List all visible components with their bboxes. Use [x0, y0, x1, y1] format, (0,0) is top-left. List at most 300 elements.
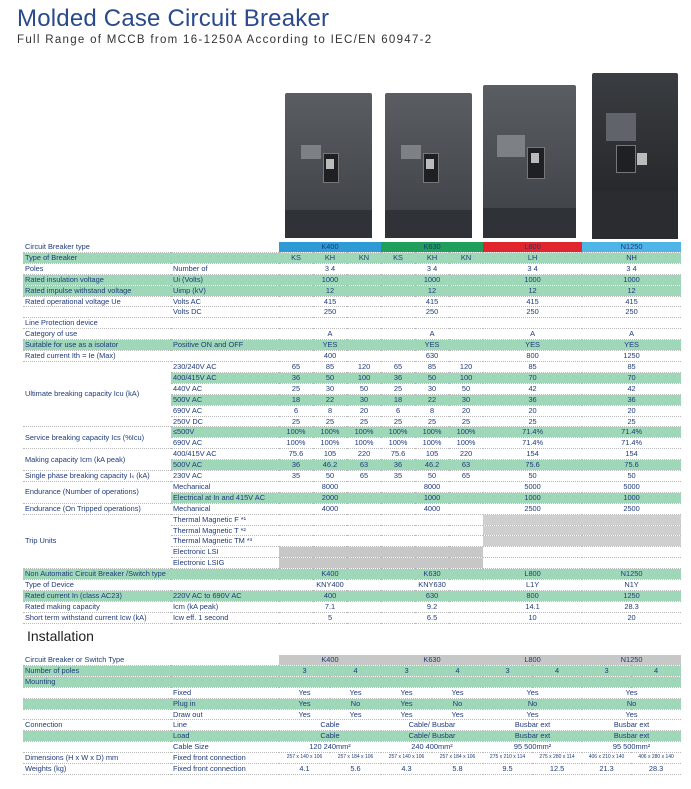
value-cell: 20: [347, 405, 381, 416]
row-label: Endurance (On Tripped operations): [23, 503, 171, 514]
value-cell: 50: [313, 372, 347, 383]
value-cell: 275 x 210 x 114: [483, 753, 532, 764]
value-cell: Busbar ext: [582, 720, 681, 731]
value-cell: 50: [415, 372, 449, 383]
value-cell: 100%: [449, 438, 483, 449]
value-cell: 120 240mm²: [279, 742, 381, 753]
value-cell: No: [582, 698, 681, 709]
value-cell: [381, 547, 483, 558]
table-row: [23, 764, 681, 775]
value-cell: KS: [381, 252, 415, 263]
value-cell: K400: [279, 569, 381, 580]
value-cell: 220: [449, 449, 483, 460]
value-cell: [483, 547, 582, 558]
value-cell: 75.6: [381, 449, 415, 460]
table-row: [23, 676, 681, 687]
value-cell: [381, 525, 483, 536]
value-cell: 36: [483, 394, 582, 405]
value-cell: [483, 536, 582, 547]
value-cell: NH: [582, 252, 681, 263]
row-sublabel: Line: [171, 720, 279, 731]
row-sublabel: Fixed front connection: [171, 764, 279, 775]
value-cell: 20: [582, 612, 681, 623]
row-sublabel: Volts AC: [171, 296, 279, 307]
row-label: Rated current Ith = Ie (Max): [23, 351, 171, 362]
value-cell: 4: [532, 665, 582, 676]
value-cell: 257 x 140 x 106: [381, 753, 432, 764]
value-cell: Busbar ext: [483, 731, 582, 742]
value-cell: 46.2: [415, 460, 449, 471]
value-cell: 50: [449, 383, 483, 394]
value-cell: N1250: [582, 569, 681, 580]
value-cell: 400: [279, 351, 381, 362]
value-cell: 12: [483, 285, 582, 296]
value-cell: KH: [313, 252, 347, 263]
value-cell: Yes: [432, 687, 483, 698]
value-cell: 5000: [483, 481, 582, 492]
value-cell: 75.6: [279, 449, 313, 460]
value-cell: [582, 676, 681, 687]
value-cell: [582, 525, 681, 536]
value-cell: KN: [347, 252, 381, 263]
table-row: [23, 274, 681, 285]
value-cell: 65: [279, 361, 313, 372]
value-cell: 240 400mm²: [381, 742, 483, 753]
table-row: [23, 252, 681, 263]
value-cell: 25: [381, 383, 415, 394]
value-cell: 18: [381, 394, 415, 405]
row-label: Mounting: [23, 676, 171, 687]
row-sublabel: [171, 252, 279, 263]
group-label: Service breaking capacity Ics (%Icu): [23, 427, 171, 449]
table-row: [23, 665, 681, 676]
value-cell: 50: [483, 471, 582, 482]
value-cell: 14.1: [483, 601, 582, 612]
row-sublabel: Mechanical: [171, 481, 279, 492]
row-sublabel: 250V DC: [171, 416, 279, 427]
value-cell: 100%: [347, 427, 381, 438]
value-cell: Yes: [432, 709, 483, 720]
model-header-l800: L800: [483, 655, 582, 665]
value-cell: 4000: [381, 503, 483, 514]
value-cell: 630: [381, 351, 483, 362]
value-cell: 3 4: [279, 263, 381, 274]
value-cell: Yes: [330, 709, 381, 720]
row-sublabel: Cable Size: [171, 742, 279, 753]
value-cell: 4.3: [381, 764, 432, 775]
row-label: Connection: [23, 720, 171, 731]
value-cell: 406 x 280 x 140: [631, 753, 681, 764]
row-sublabel: [171, 351, 279, 362]
value-cell: 1000: [483, 492, 582, 503]
value-cell: 85: [582, 361, 681, 372]
value-cell: Yes: [483, 709, 582, 720]
value-cell: Busbar ext: [483, 720, 582, 731]
table-row: [23, 742, 681, 753]
value-cell: 5: [279, 612, 381, 623]
breaker-n1250-image: [592, 73, 678, 239]
row-sublabel: [171, 580, 279, 591]
table-row: [23, 361, 681, 372]
value-cell: 2000: [279, 492, 381, 503]
value-cell: 12: [381, 285, 483, 296]
group-label: Endurance (Number of operations): [23, 481, 171, 503]
value-cell: [483, 514, 582, 525]
value-cell: 35: [381, 471, 415, 482]
breaker-k400-image: [285, 93, 372, 238]
model-header-l800: L800: [483, 242, 582, 252]
value-cell: 25: [279, 383, 313, 394]
row-label: Dimensions (H x W x D) mm: [23, 753, 171, 764]
value-cell: 25: [313, 416, 347, 427]
value-cell: 3: [279, 665, 330, 676]
value-cell: 30: [415, 383, 449, 394]
value-cell: 4000: [279, 503, 381, 514]
table-row: [23, 329, 681, 340]
value-cell: 85: [483, 361, 582, 372]
row-sublabel: [171, 329, 279, 340]
value-cell: Yes: [582, 709, 681, 720]
value-cell: 100%: [279, 427, 313, 438]
value-cell: 1000: [381, 274, 483, 285]
row-sublabel: Plug in: [171, 698, 279, 709]
value-cell: Yes: [381, 687, 432, 698]
value-cell: 105: [415, 449, 449, 460]
value-cell: [483, 558, 582, 569]
value-cell: 36: [279, 372, 313, 383]
value-cell: [582, 536, 681, 547]
value-cell: 415: [279, 296, 381, 307]
value-cell: Cable: [279, 731, 381, 742]
value-cell: 4: [432, 665, 483, 676]
value-cell: 5.8: [432, 764, 483, 775]
value-cell: KH: [415, 252, 449, 263]
value-cell: Yes: [582, 687, 681, 698]
row-label: Suitable for use as a isolator: [23, 340, 171, 351]
value-cell: 406 x 210 x 140: [582, 753, 631, 764]
value-cell: 3: [483, 665, 532, 676]
row-sublabel: [171, 655, 279, 665]
row-sublabel: 690V AC: [171, 438, 279, 449]
model-header-n1250: N1250: [582, 242, 681, 252]
value-cell: A: [381, 329, 483, 340]
model-header-k400: K400: [279, 655, 381, 665]
row-sublabel: Fixed: [171, 687, 279, 698]
table-row: [23, 351, 681, 362]
value-cell: 50: [415, 471, 449, 482]
product-photos: [282, 73, 678, 239]
value-cell: 25: [381, 416, 415, 427]
row-sublabel: Uimp (kV): [171, 285, 279, 296]
value-cell: 71.4%: [483, 438, 582, 449]
value-cell: [483, 525, 582, 536]
value-cell: 75.6: [582, 460, 681, 471]
value-cell: 1250: [582, 591, 681, 602]
value-cell: 20: [582, 405, 681, 416]
value-cell: KNY400: [279, 580, 381, 591]
value-cell: 800: [483, 351, 582, 362]
row-sublabel: 440V AC: [171, 383, 279, 394]
row-label: Single phase breaking capacity Iₛ (kA): [23, 471, 171, 482]
value-cell: 250: [582, 307, 681, 318]
row-sublabel: 400/415V AC: [171, 449, 279, 460]
value-cell: 6.5: [381, 612, 483, 623]
value-cell: [279, 547, 381, 558]
value-cell: 415: [582, 296, 681, 307]
value-cell: 100%: [381, 427, 415, 438]
value-cell: 65: [449, 471, 483, 482]
table-row: [23, 731, 681, 742]
value-cell: 8000: [279, 481, 381, 492]
value-cell: 42: [582, 383, 681, 394]
value-cell: 10: [483, 612, 582, 623]
page-subtitle: Full Range of MCCB from 16-1250A According to IEC/EN 60947-2: [17, 34, 433, 46]
value-cell: 257 x 140 x 106: [279, 753, 330, 764]
value-cell: Cable/ Busbar: [381, 720, 483, 731]
value-cell: 5000: [582, 481, 681, 492]
installation-title: Installation: [27, 628, 94, 644]
group-label: Ultimate breaking capacity Icu (kA): [23, 361, 171, 426]
value-cell: L800: [483, 569, 582, 580]
row-sublabel: Volts DC: [171, 307, 279, 318]
row-label: Type of Breaker: [23, 252, 171, 263]
row-label: [23, 742, 171, 753]
value-cell: A: [582, 329, 681, 340]
table-row: [23, 514, 681, 525]
table-row: [23, 503, 681, 514]
value-cell: 25: [483, 416, 582, 427]
value-cell: 21.3: [582, 764, 631, 775]
value-cell: [381, 558, 483, 569]
row-label: Weights (kg): [23, 764, 171, 775]
row-label: Circuit Breaker type: [23, 242, 171, 252]
value-cell: 18: [279, 394, 313, 405]
value-cell: 630: [381, 591, 483, 602]
row-label: Rated insulation voltage: [23, 274, 171, 285]
value-cell: 28.3: [631, 764, 681, 775]
table-row: [23, 481, 681, 492]
value-cell: 3 4: [483, 263, 582, 274]
value-cell: 85: [415, 361, 449, 372]
row-sublabel: Number of: [171, 263, 279, 274]
value-cell: Yes: [381, 709, 432, 720]
value-cell: 30: [449, 394, 483, 405]
table-row: [23, 427, 681, 438]
value-cell: 36: [381, 372, 415, 383]
value-cell: 250: [381, 307, 483, 318]
value-cell: 50: [582, 471, 681, 482]
table-row: [23, 580, 681, 591]
row-sublabel: Ui (Volts): [171, 274, 279, 285]
value-cell: 63: [449, 460, 483, 471]
table-row: [23, 601, 681, 612]
value-cell: 25: [279, 416, 313, 427]
value-cell: No: [432, 698, 483, 709]
value-cell: 100%: [347, 438, 381, 449]
row-sublabel: [171, 665, 279, 676]
value-cell: 250: [279, 307, 381, 318]
row-sublabel: Thermal Magnetic T *²: [171, 525, 279, 536]
value-cell: YES: [582, 340, 681, 351]
row-sublabel: Thermal Magnetic F *¹: [171, 514, 279, 525]
table-row: [23, 296, 681, 307]
row-sublabel: 230V AC: [171, 471, 279, 482]
value-cell: 36: [381, 460, 415, 471]
value-cell: 4: [330, 665, 381, 676]
value-cell: 100: [449, 372, 483, 383]
row-sublabel: 500V AC: [171, 394, 279, 405]
row-label: [23, 731, 171, 742]
value-cell: 5.6: [330, 764, 381, 775]
value-cell: 120: [449, 361, 483, 372]
table-row: [23, 263, 681, 274]
value-cell: Yes: [279, 687, 330, 698]
value-cell: 25: [582, 416, 681, 427]
value-cell: 257 x 184 x 106: [330, 753, 381, 764]
value-cell: 42: [483, 383, 582, 394]
value-cell: 20: [449, 405, 483, 416]
value-cell: 415: [381, 296, 483, 307]
value-cell: L1Y: [483, 580, 582, 591]
installation-table: [23, 655, 681, 775]
row-label: Category of use: [23, 329, 171, 340]
row-sublabel: Draw out: [171, 709, 279, 720]
table-row: [23, 698, 681, 709]
value-cell: Busbar ext: [582, 731, 681, 742]
row-sublabel: Load: [171, 731, 279, 742]
value-cell: 2500: [582, 503, 681, 514]
value-cell: 120: [347, 361, 381, 372]
row-label: Poles: [23, 263, 171, 274]
value-cell: 100%: [415, 438, 449, 449]
value-cell: 12.5: [532, 764, 582, 775]
value-cell: 50: [313, 471, 347, 482]
value-cell: [582, 558, 681, 569]
value-cell: No: [483, 698, 582, 709]
value-cell: 3 4: [381, 263, 483, 274]
table-row: [23, 318, 681, 329]
value-cell: 25: [347, 416, 381, 427]
row-sublabel: 220V AC to 690V AC: [171, 591, 279, 602]
value-cell: 70: [582, 372, 681, 383]
breaker-k630-image: [385, 93, 472, 238]
value-cell: 12: [582, 285, 681, 296]
value-cell: 100%: [279, 438, 313, 449]
value-cell: No: [330, 698, 381, 709]
value-cell: 4: [631, 665, 681, 676]
value-cell: 1000: [582, 492, 681, 503]
value-cell: [381, 676, 483, 687]
value-cell: 400: [279, 591, 381, 602]
value-cell: 105: [313, 449, 347, 460]
value-cell: 95 500mm²: [582, 742, 681, 753]
row-sublabel: Thermal Magnetic TM *³: [171, 536, 279, 547]
row-sublabel: 500V AC: [171, 460, 279, 471]
row-sublabel: ≤500V: [171, 427, 279, 438]
value-cell: 65: [381, 361, 415, 372]
value-cell: 3: [381, 665, 432, 676]
value-cell: 30: [347, 394, 381, 405]
table-row: [23, 720, 681, 731]
value-cell: N1Y: [582, 580, 681, 591]
value-cell: 257 x 184 x 106: [432, 753, 483, 764]
value-cell: 46.2: [313, 460, 347, 471]
row-sublabel: [171, 676, 279, 687]
value-cell: 2500: [483, 503, 582, 514]
row-sublabel: 400/415V AC: [171, 372, 279, 383]
value-cell: Yes: [330, 687, 381, 698]
value-cell: A: [483, 329, 582, 340]
table-row: [23, 471, 681, 482]
table-row: [23, 687, 681, 698]
row-label: Rated making capacity: [23, 601, 171, 612]
value-cell: 415: [483, 296, 582, 307]
value-cell: Yes: [279, 709, 330, 720]
row-label: Type of Device: [23, 580, 171, 591]
value-cell: YES: [483, 340, 582, 351]
table-row: [23, 655, 681, 665]
row-sublabel: 690V AC: [171, 405, 279, 416]
value-cell: 154: [483, 449, 582, 460]
value-cell: Cable: [279, 720, 381, 731]
value-cell: 3: [582, 665, 631, 676]
value-cell: [279, 536, 381, 547]
value-cell: 250: [483, 307, 582, 318]
value-cell: Yes: [381, 698, 432, 709]
value-cell: 12: [279, 285, 381, 296]
value-cell: 1000: [483, 274, 582, 285]
value-cell: 154: [582, 449, 681, 460]
row-label: [23, 687, 171, 698]
model-header-k630: K630: [381, 655, 483, 665]
value-cell: 6: [381, 405, 415, 416]
value-cell: K630: [381, 569, 483, 580]
value-cell: 7.1: [279, 601, 381, 612]
value-cell: 36: [279, 460, 313, 471]
value-cell: 100%: [313, 438, 347, 449]
row-label: Rated current In (class AC23): [23, 591, 171, 602]
value-cell: [582, 547, 681, 558]
value-cell: 50: [347, 383, 381, 394]
value-cell: 35: [279, 471, 313, 482]
value-cell: 71.4%: [483, 427, 582, 438]
value-cell: 220: [347, 449, 381, 460]
row-label: Short term withstand current Icw (kA): [23, 612, 171, 623]
value-cell: 100%: [381, 438, 415, 449]
model-header-k630: K630: [381, 242, 483, 252]
row-sublabel: 230/240V AC: [171, 361, 279, 372]
section-header: Line Protection device: [23, 318, 681, 329]
value-cell: 75.6: [483, 460, 582, 471]
value-cell: 3 4: [582, 263, 681, 274]
value-cell: LH: [483, 252, 582, 263]
row-sublabel: Fixed front connection: [171, 753, 279, 764]
row-sublabel: Icw eff. 1 second: [171, 612, 279, 623]
value-cell: 275 x 280 x 114: [532, 753, 582, 764]
table-row: [23, 340, 681, 351]
value-cell: 71.4%: [582, 438, 681, 449]
group-label: Making capacity Icm (kA peak): [23, 449, 171, 471]
row-sublabel: Mechanical: [171, 503, 279, 514]
row-sublabel: Icm (kA peak): [171, 601, 279, 612]
value-cell: 63: [347, 460, 381, 471]
value-cell: KS: [279, 252, 313, 263]
value-cell: 6: [279, 405, 313, 416]
value-cell: 1000: [381, 492, 483, 503]
value-cell: 9.5: [483, 764, 532, 775]
row-label: Number of poles: [23, 665, 171, 676]
row-label: [23, 698, 171, 709]
